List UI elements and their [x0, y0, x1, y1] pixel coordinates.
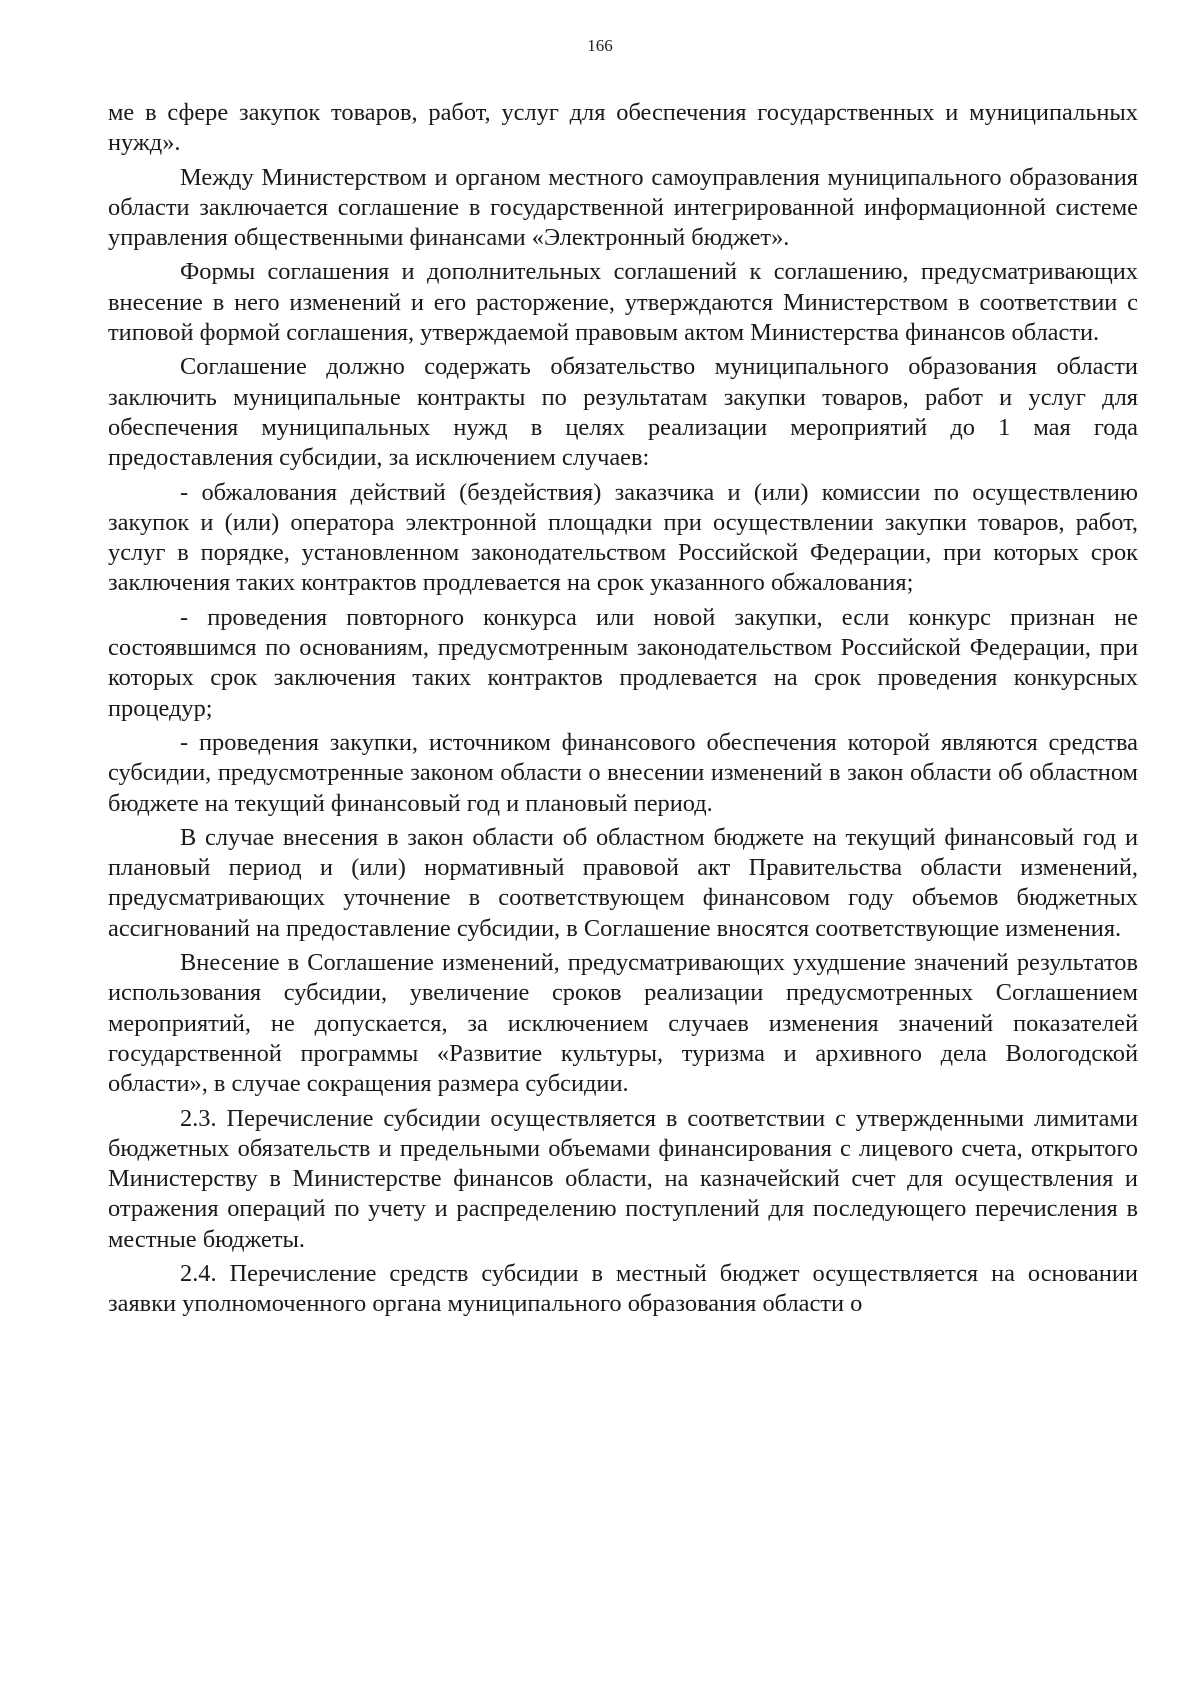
paragraph-continuation: ме в сфере закупок товаров, работ, услуг для обеспечения государственных и муниципальных нужд».	[108, 99, 1138, 157]
page-number: 166	[587, 36, 613, 55]
list-item-repeat-tender: - проведения повторного конкурса или новой закупки, если конкурс признан не состоявшимся по основаниям, предусмотренным законодательством Российской Федерации, при которых срок заключения таких контрактов продлевается на срок проведения конкурсных процедур;	[108, 603, 1138, 722]
paragraph-budget-changes: В случае внесения в закон области об областном бюджете на текущий финансовый год и плановый период и (или) нормативный правовой акт Правительства области изменений, предусматривающих уточнение в соответствующем финансовом году объемов бюджетных ассигнований на предоставление субсидии, в Соглашение вносятся соответствующие изменения.	[108, 823, 1138, 942]
paragraph-agreement-conclusion: Между Министерством и органом местного самоуправления муниципального образования области заключается соглашение в государственной интегрированной информационной системе управления общественными финансами «Электронный бюджет».	[108, 163, 1138, 252]
paragraph-section-2-3: 2.3. Перечисление субсидии осуществляется в соответствии с утвержденными лимитами бюджетных обязательств и предельными объемами финансирования с лицевого счета, открытого Министерству в Министерстве финансов области, на казначейский счет для осуществления и отражения операций по учету и распределению поступлений для последующего перечисления в местные бюджеты.	[108, 1104, 1138, 1253]
document-body	[108, 98, 1138, 1324]
list-item-procurement: - проведения закупки, источником финансового обеспечения которой являются средства субсидии, предусмотренные законом области о внесении изменений в закон области об областном бюджете на текущий финансовый год и плановый период.	[108, 728, 1138, 817]
list-item-appeal: - обжалования действий (бездействия) заказчика и (или) комиссии по осуществлению закупок и (или) оператора электронной площадки при осуществлении закупки товаров, работ, услуг в порядке, установленном законодательством Российской Федерации, при которых срок заключения таких контрактов продлевается на срок указанного обжалования;	[108, 478, 1138, 597]
paragraph-agreement-forms: Формы соглашения и дополнительных соглашений к соглашению, предусматривающих внесение в него изменений и его расторжение, утверждаются Министерством в соответствии с типовой формой соглашения, утверждаемой правовым актом Министерства финансов области.	[108, 258, 1138, 347]
paragraph-section-2-4: 2.4. Перечисление средств субсидии в местный бюджет осуществляется на основании заявки уполномоченного органа муниципального образования области о	[108, 1259, 1138, 1318]
paragraph-amendment-restrictions: Внесение в Соглашение изменений, предусматривающих ухудшение значений результатов использования субсидии, увеличение сроков реализации предусмотренных Соглашением мероприятий, не допускается, за исключением случаев изменения значений показателей государственной программы «Развитие культуры, туризма и архивного дела Вологодской области», в случае сокращения размера субсидии.	[108, 949, 1138, 1098]
paragraph-agreement-obligation: Соглашение должно содержать обязательство муниципального образования области заключить муниципальные контракты по результатам закупки товаров, работ и услуг для обеспечения муниципальных нужд в целях реализации мероприятий до 1 мая года предоставления субсидии, за исключением случаев:	[108, 353, 1138, 472]
